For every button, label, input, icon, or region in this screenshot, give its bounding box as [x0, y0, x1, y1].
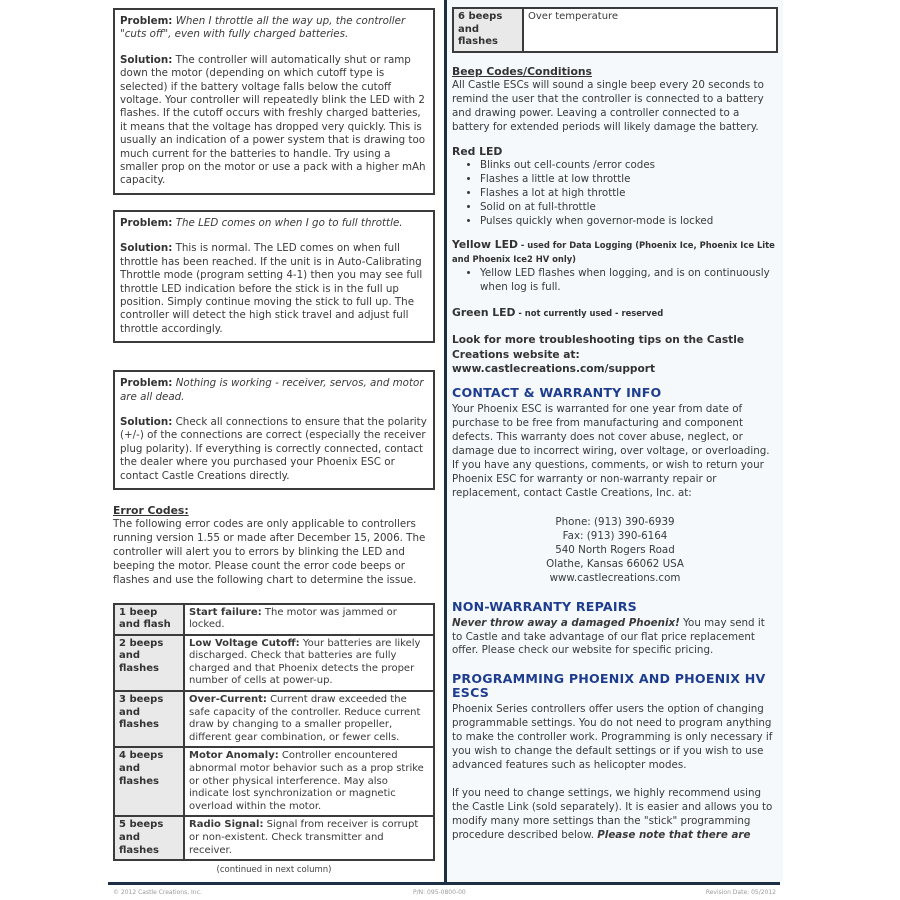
error-description	[184, 816, 434, 860]
programming-section	[452, 672, 778, 842]
green-led-heading: Green LED	[452, 306, 516, 320]
problem-text: Nothing is working - receiver, servos, and motor are all dead.	[120, 377, 424, 403]
error-title: Start failure:	[189, 606, 262, 618]
contact-phone: Phone: (913) 390-6939	[555, 515, 675, 528]
error-description	[184, 635, 434, 691]
list-item: • Flashes a little at low throttle	[480, 172, 778, 186]
non-warranty-paragraph	[452, 617, 778, 659]
yellow-led-note: - used for Data Logging (Phoenix Ice, Phoenix Ice Lite and Phoenix Ice2 HV only)	[452, 240, 775, 265]
error-description	[184, 604, 434, 635]
table-row	[114, 816, 434, 860]
non-warranty-bold: Never throw away a damaged Phoenix!	[452, 616, 680, 629]
troubleshoot-box-dead	[113, 370, 435, 490]
error-description	[184, 747, 434, 816]
solution-text: This is normal. The LED comes on when full throttle has been reached. If the unit is in Auto-Calibrating Throttle mode (program setting 4-1) then you may see full throttle LED indication before the stick is in the full up position. Simply continue moving the stick to full up. The controller will detect the high stick travel and adjust full throttle accordingly.	[120, 242, 423, 335]
programming-p2-text: If you need to change settings, we highly recommend using the Castle Link (sold separately). It is easier and allows you to modify many more settings than the "stick" programming procedure described below.	[452, 786, 773, 841]
error-desc-text: The motor was jammed or locked.	[189, 606, 397, 631]
programming-heading: PROGRAMMING PHOENIX AND PHOENIX HV ESCS	[452, 671, 766, 701]
non-warranty-section	[452, 600, 778, 659]
solution-text: The controller will automatically shut or ramp down the motor (depending on which cutoff type is selected) if the battery voltage falls below the cutoff voltage. Your controller will repeatedly blink the LED with 2 flashes. If the cutoff occurs with freshly charged batteries, it means that the voltage has dropped very quickly. This is usually an indication of a power system that is drawing too much current for the batteries to handle. Try using a smaller prop on the motor or use a pack with a higher mAh capacity.	[120, 53, 426, 187]
footer-rule	[108, 882, 780, 885]
solution-text: Check all connections to ensure that the polarity (+/-) of the connections are correct (especially the receiver plug polarity). If everything is correctly connected, contact the dealer where you purchased your Phoenix ESC or contact Castle Creations directly.	[120, 415, 427, 482]
red-led-section	[452, 145, 778, 228]
column-divider	[444, 0, 447, 884]
yellow-led-list	[452, 266, 778, 294]
footer-copyright: © 2012 Castle Creations, Inc.	[113, 889, 202, 896]
troubleshoot-box-led	[113, 210, 435, 343]
contact-fax: Fax: (913) 390-6164	[562, 529, 668, 542]
footer-part-number: P/N: 095-0800-00	[413, 889, 466, 896]
contact-website-link[interactable]: www.castlecreations.com	[549, 572, 681, 585]
programming-p2	[452, 787, 778, 843]
list-item: • Flashes a lot at high throttle	[480, 186, 778, 200]
table-row	[453, 8, 777, 52]
list-item: • Pulses quickly when governor-mode is locked	[480, 214, 778, 228]
footer-revision: Revision Date: 05/2012	[705, 889, 776, 896]
table-row	[114, 691, 434, 747]
programming-p2-bold: Please note that there are	[597, 828, 751, 841]
contact-text: Your Phoenix ESC is warranted for one year from date of purchase to be free from manufacturing and component defects. This warranty does not cover abuse, neglect, or damage due to incorrect wiring, over voltage, or overloading. If you have any questions, comments, or wish to return your Phoenix ESC for warranty or non-warranty repair or replacement, contact Castle Creations, Inc. at:	[452, 403, 770, 499]
error-codes-table-continued	[452, 7, 778, 53]
error-title: Radio Signal:	[189, 819, 264, 831]
yellow-led-section	[452, 238, 778, 294]
error-code: 5 beeps and flashes	[114, 816, 184, 860]
right-column	[452, 3, 778, 843]
error-desc-text: Controller encountered abnormal motor behavior such as a prop strike or other physical interference. May also indicate lost synchronization or magnetic overload within the motor.	[189, 750, 424, 812]
yellow-led-heading-line	[452, 238, 778, 266]
problem-text: When I throttle all the way up, the controller "cuts off", even with fully charged batteries.	[120, 15, 406, 41]
beep-codes-text: All Castle ESCs will sound a single beep every 20 seconds to remind the user that the controller is connected to a battery and drawing power. Leaving a controller connected to a battery for extended periods will likely damage the battery.	[452, 78, 764, 133]
contact-section	[452, 386, 778, 585]
green-led-section	[452, 306, 778, 319]
red-led-heading: Red LED	[452, 145, 503, 159]
error-title: Motor Anomaly:	[189, 750, 279, 762]
table-row	[114, 604, 434, 635]
error-code: 6 beeps and flashes	[453, 8, 523, 52]
troubleshoot-box-cutoff	[113, 8, 435, 195]
error-codes-section	[113, 504, 435, 875]
programming-p1: Phoenix Series controllers offer users the option of changing programmable settings. You do not need to program anything to make the controller work. Programming is only necessary if you wish to change the default settings or if you wish to use advanced features such as helicopter modes.	[452, 703, 773, 771]
list-item: • Blinks out cell-counts /error codes	[480, 158, 778, 172]
list-item: • Yellow LED flashes when logging, and is on continuously when log is full.	[480, 266, 778, 294]
error-codes-heading: Error Codes:	[113, 503, 189, 517]
contact-city: Olathe, Kansas 66062 USA	[546, 558, 684, 571]
error-desc-text: Current draw exceeded the safe capacity of the controller. Reduce current draw by changing to a smaller propeller, different gear combination, or fewer cells.	[189, 694, 421, 743]
green-led-heading-line	[452, 306, 778, 319]
beep-codes-section	[452, 65, 778, 135]
beep-codes-heading: Beep Codes/Conditions	[452, 64, 592, 78]
contact-street: 540 North Rogers Road	[555, 544, 675, 557]
solution-label: Solution:	[120, 415, 173, 428]
error-code: 4 beeps and flashes	[114, 747, 184, 816]
problem-label: Problem:	[120, 216, 173, 229]
error-desc-text: Over temperature	[523, 8, 777, 52]
contact-address	[452, 515, 778, 586]
red-led-list	[452, 158, 778, 228]
contact-heading: CONTACT & WARRANTY INFO	[452, 385, 662, 401]
solution-label: Solution:	[120, 53, 173, 66]
error-code: 3 beeps and flashes	[114, 691, 184, 747]
error-code: 2 beeps and flashes	[114, 635, 184, 691]
error-codes-table	[113, 603, 435, 862]
tips-section	[452, 333, 778, 376]
error-codes-intro: The following error codes are only applicable to controllers running version 1.55 or made after December 15, 2006. The controller will alert you to errors by blinking the LED and beeping the motor. Please count the error code beeps or flashes and use the following chart to determine the issue.	[113, 517, 426, 586]
list-item: • Solid on at full-throttle	[480, 200, 778, 214]
continued-note: (continued in next column)	[216, 865, 332, 876]
problem-text: The LED comes on when I go to full throttle.	[175, 216, 403, 229]
green-led-note: - not currently used - reserved	[515, 308, 664, 319]
solution-label: Solution:	[120, 242, 173, 255]
tips-text: Look for more troubleshooting tips on the Castle Creations website at:	[452, 334, 745, 361]
error-desc-text: Signal from receiver is corrupt or non-existent. Check transmitter and receiver.	[189, 819, 419, 856]
table-row	[114, 747, 434, 816]
error-desc-text: Your batteries are likely discharged. Check that batteries are fully charged and that Phoenix detects the proper number of cells at power-up.	[189, 637, 421, 687]
non-warranty-heading: NON-WARRANTY REPAIRS	[452, 598, 637, 614]
problem-label: Problem:	[120, 377, 173, 390]
non-warranty-text: You may send it to Castle and take advantage of our flat price replacement offer. Please check our website for specific pricing.	[452, 616, 765, 657]
error-title: Low Voltage Cutoff:	[189, 637, 300, 649]
table-row	[114, 635, 434, 691]
error-code: 1 beep and flash	[114, 604, 184, 635]
yellow-led-heading: Yellow LED	[452, 238, 518, 252]
error-description	[184, 691, 434, 747]
error-title: Over-Current:	[189, 694, 267, 706]
support-link[interactable]: www.castlecreations.com/support	[452, 363, 656, 375]
left-column	[113, 3, 435, 875]
problem-label: Problem:	[120, 15, 173, 27]
